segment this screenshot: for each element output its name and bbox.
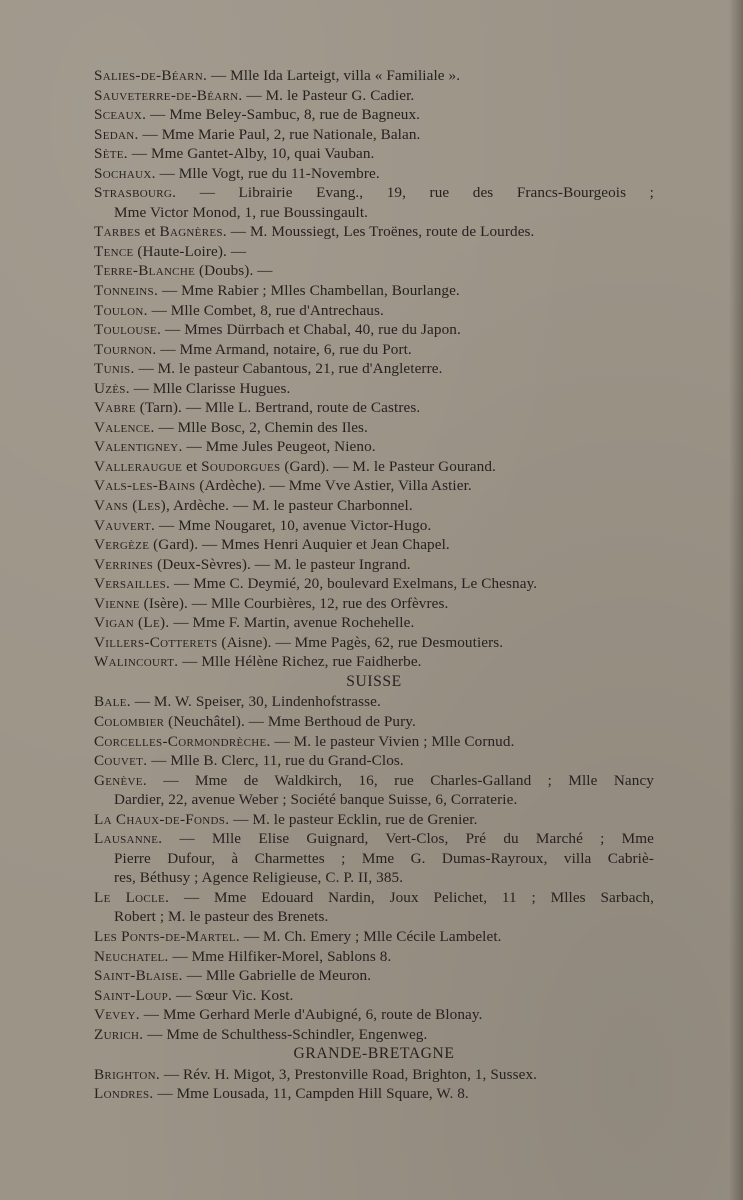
entry-text: — Mlle Gabrielle de Meuron.: [182, 967, 372, 985]
entry-text: — M. Ch. Emery ; Mlle Cécile Lambelet.: [239, 928, 502, 946]
entry-text: (Aisne). — Mme Pagès, 62, rue Desmoutiers.: [217, 633, 504, 651]
place-name: Vabre: [94, 399, 136, 417]
entry-text: — Mme F. Martin, avenue Rochehelle.: [169, 614, 415, 632]
entry-text: et: [182, 457, 202, 475]
place-name: Vans (Les): [94, 497, 166, 515]
entry-text: — Mme Gantet-Alby, 10, quai Vauban.: [127, 145, 375, 163]
place-name: Couvet.: [94, 752, 148, 770]
place-name: Corcelles-Cormondrèche.: [94, 732, 271, 750]
place-name: Tarbes: [94, 223, 141, 241]
entry-text: (Haute-Loire). —: [133, 242, 247, 260]
list-item: [94, 927, 654, 947]
entry-text: — Mlle Bosc, 2, Chemin des Iles.: [154, 418, 368, 436]
entry-text: (Doubs). —: [195, 262, 273, 280]
entry-text: (Gard). — Mmes Henri Auquier et Jean Chapel.: [149, 536, 450, 554]
entry-text: — M. le pasteur Cabantous, 21, rue d'Angleterre.: [134, 360, 443, 378]
place-name: Saint-Loup.: [94, 986, 173, 1004]
entry-text: — Mme Hilfiker-Morel, Sablons 8.: [168, 947, 392, 965]
place-name: Strasbourg.: [94, 184, 177, 202]
place-name: Toulouse.: [94, 321, 162, 339]
list-item: [94, 242, 654, 262]
address-list: [94, 66, 654, 1104]
entry-text: (Tarn). — Mlle L. Bertrand, route de Castres.: [135, 399, 421, 417]
list-item: [94, 1084, 654, 1104]
place-name: Valleraugue: [94, 457, 183, 475]
place-name: Genève.: [94, 771, 147, 789]
place-name: Vigan (Le).: [94, 614, 170, 632]
entry-continuation: Mme Victor Monod, 1, rue Boussingault.: [114, 203, 369, 221]
entry-text: — Mme Armand, notaire, 6, rue du Port.: [156, 340, 412, 358]
place-name: Colombier: [94, 713, 165, 730]
place-name: Vienne: [94, 594, 140, 612]
list-item: [94, 1025, 654, 1045]
entry-first-line: [94, 771, 654, 791]
entry-text: — Mme Marie Paul, 2, rue Nationale, Balan.: [138, 125, 421, 143]
entry-text: — Librairie Evang., 19, rue des Francs-Bourgeois ;: [176, 184, 654, 202]
list-item: [94, 692, 654, 712]
place-name: Vauvert.: [94, 516, 156, 534]
entry-text: — Mlle Hélène Richez, rue Faidherbe.: [178, 653, 422, 671]
entry-text: , Ardèche. — M. le pasteur Charbonnel.: [166, 497, 413, 515]
place-name: Salies-de-Béarn.: [94, 67, 208, 84]
page-edge-shadow: [729, 0, 743, 1200]
place-name: Vevey.: [94, 1006, 140, 1024]
list-item: [94, 105, 654, 125]
entry-text: — M. le pasteur Vivien ; Mlle Cornud.: [270, 732, 515, 750]
list-item: [94, 476, 654, 496]
entry-continuation-second: res, Béthusy ; Agence Religieuse, C. P. II, 385.: [114, 869, 404, 887]
entry-text: — Mlle Ida Larteigt, villa « Familiale ».: [207, 67, 461, 84]
entry-text: — Mmes Dürrbach et Chabal, 40, rue du Japon.: [161, 321, 461, 339]
list-item: [94, 301, 654, 321]
list-item: [94, 633, 654, 653]
entry-text: — Mme de Schulthess-Schindler, Engenweg.: [143, 1025, 428, 1043]
list-item: [94, 281, 654, 301]
entry-text-second: (Gard). — M. le Pasteur Gourand.: [280, 457, 496, 475]
list-item: [94, 594, 654, 614]
place-name: Sochaux.: [94, 164, 156, 182]
section-heading-grande-bretagne: GRANDE-BRETAGNE: [293, 1045, 455, 1063]
entry-text: — Rév. H. Migot, 3, Prestonville Road, Brighton, 1, Sussex.: [159, 1065, 538, 1083]
list-item: [94, 947, 654, 967]
entry-continuation: Robert ; M. le pasteur des Brenets.: [114, 908, 329, 926]
list-item: [94, 261, 654, 281]
list-item: [94, 437, 654, 457]
place-name: Londres.: [94, 1085, 154, 1103]
list-item: [94, 751, 654, 771]
place-name: Tournon.: [94, 340, 157, 358]
place-name: Toulon.: [94, 301, 148, 319]
place-name-second: Bagnères.: [159, 223, 227, 241]
place-name: Sedan.: [94, 125, 139, 143]
place-name: Uzès.: [94, 379, 130, 397]
entry-continuation: Pierre Dufour, à Charmettes ; Mme G. Dumas-Rayroux, villa Cabriè-: [114, 849, 654, 867]
entry-continuation: Dardier, 22, avenue Weber ; Société banque Suisse, 6, Corraterie.: [114, 791, 518, 809]
section-heading-suisse: SUISSE: [346, 672, 402, 690]
place-name: Bale.: [94, 693, 131, 711]
entry-text: — M. le pasteur Ecklin, rue de Grenier.: [229, 810, 478, 828]
place-name: Le Locle.: [94, 888, 170, 906]
list-item: [94, 712, 654, 732]
entry-text: — Mlle Combet, 8, rue d'Antrechaus.: [147, 301, 384, 319]
list-item: [94, 888, 654, 927]
place-name: Neuchatel.: [94, 947, 169, 965]
list-item: [94, 66, 654, 86]
place-name: Lausanne.: [94, 830, 163, 848]
place-name: Sauveterre-de-Béarn.: [94, 86, 243, 104]
place-name: Sète.: [94, 145, 128, 163]
place-name: Vals-les-Bains: [94, 477, 196, 495]
entry-text: — Mme Rabier ; Mlles Chambellan, Bourlange.: [158, 282, 460, 300]
entry-text: — Mlle B. Clerc, 11, rue du Grand-Clos.: [147, 752, 404, 770]
list-item: [94, 829, 654, 888]
list-item: [94, 652, 654, 672]
place-name: Valence.: [94, 418, 155, 436]
place-name: Villers-Cotterets: [94, 633, 218, 651]
entry-text: — Mme Nougaret, 10, avenue Victor-Hugo.: [155, 516, 432, 534]
list-item: [94, 1005, 654, 1025]
list-item: [94, 398, 654, 418]
place-name: Brighton.: [94, 1065, 160, 1083]
place-name: Zurich.: [94, 1025, 144, 1043]
place-name: Les Ponts-de-Martel.: [94, 928, 240, 946]
entry-text: — Mlle Elise Guignard, Vert-Clos, Pré du Marché ; Mme: [162, 830, 654, 848]
entry-text: — Sœur Vic. Kost.: [172, 986, 294, 1004]
place-name: Tunis.: [94, 360, 135, 378]
list-item: [94, 535, 654, 555]
list-item: [94, 164, 654, 184]
list-item: [94, 613, 654, 633]
place-name: Vergèze: [94, 536, 150, 554]
place-name: Terre-Blanche: [94, 262, 196, 280]
list-item: [94, 457, 654, 477]
place-name: Tence: [94, 242, 134, 260]
list-item: [94, 732, 654, 752]
entry-text: (Ardèche). — Mme Vve Astier, Villa Astier.: [195, 477, 472, 495]
entry-first-line: [94, 183, 654, 203]
place-name: Walincourt.: [94, 653, 179, 671]
list-item: [94, 555, 654, 575]
entry-text: (Neuchâtel). — Mme Berthoud de Pury.: [164, 713, 416, 730]
list-item: [94, 771, 654, 810]
list-item: [94, 418, 654, 438]
place-name: Valentigney.: [94, 438, 183, 456]
list-item: [94, 966, 654, 986]
place-name: Versailles.: [94, 575, 171, 593]
entry-text: — Mme C. Deymié, 20, boulevard Exelmans, Le Chesnay.: [170, 575, 538, 593]
list-item: [94, 86, 654, 106]
entry-text: (Deux-Sèvres). — M. le pasteur Ingrand.: [153, 555, 411, 573]
list-item: [94, 810, 654, 830]
list-item: [94, 516, 654, 536]
entry-first-line: [94, 829, 654, 849]
list-item: [94, 359, 654, 379]
list-item: [94, 340, 654, 360]
list-item: [94, 496, 654, 516]
place-name: La Chaux-de-Fonds.: [94, 810, 230, 828]
entry-text: — M. W. Speiser, 30, Lindenhofstrasse.: [130, 693, 381, 711]
place-name: Tonneins.: [94, 282, 159, 300]
entry-text: — Mme Gerhard Merle d'Aubigné, 6, route de Blonay.: [139, 1006, 483, 1024]
entry-text-second: — M. Moussiegt, Les Troënes, route de Lourdes.: [226, 223, 535, 241]
list-item: [94, 144, 654, 164]
place-name: Sceaux.: [94, 106, 147, 124]
place-name: Verrines: [94, 555, 154, 573]
list-item: [94, 986, 654, 1006]
list-item: [94, 125, 654, 145]
entry-text: — Mlle Clarisse Hugues.: [129, 379, 291, 397]
list-item: [94, 1065, 654, 1085]
place-name: Saint-Blaise.: [94, 967, 183, 985]
place-name-second: Soudorgues: [201, 457, 281, 475]
list-item: [94, 574, 654, 594]
list-item: [94, 183, 654, 222]
entry-text: — Mme Jules Peugeot, Nieno.: [182, 438, 376, 456]
entry-first-line: [94, 888, 654, 908]
list-item: [94, 379, 654, 399]
entry-text: (Isère). — Mlle Courbières, 12, rue des Orfèvres.: [139, 594, 449, 612]
entry-text: — Mlle Vogt, rue du 11-Novembre.: [155, 164, 380, 182]
entry-text: — Mme Edouard Nardin, Joux Pelichet, 11 ; Mlles Sarbach,: [169, 888, 654, 906]
entry-text: — Mme Lousada, 11, Campden Hill Square, W. 8.: [153, 1085, 469, 1103]
list-item: [94, 320, 654, 340]
entry-text: et: [140, 223, 160, 241]
entry-text: — Mme Beley-Sambuc, 8, rue de Bagneux.: [146, 106, 421, 124]
list-item: [94, 222, 654, 242]
entry-text: — Mme de Waldkirch, 16, rue Charles-Galland ; Mlle Nancy: [146, 771, 654, 789]
entry-text: — M. le Pasteur G. Cadier.: [242, 86, 415, 104]
